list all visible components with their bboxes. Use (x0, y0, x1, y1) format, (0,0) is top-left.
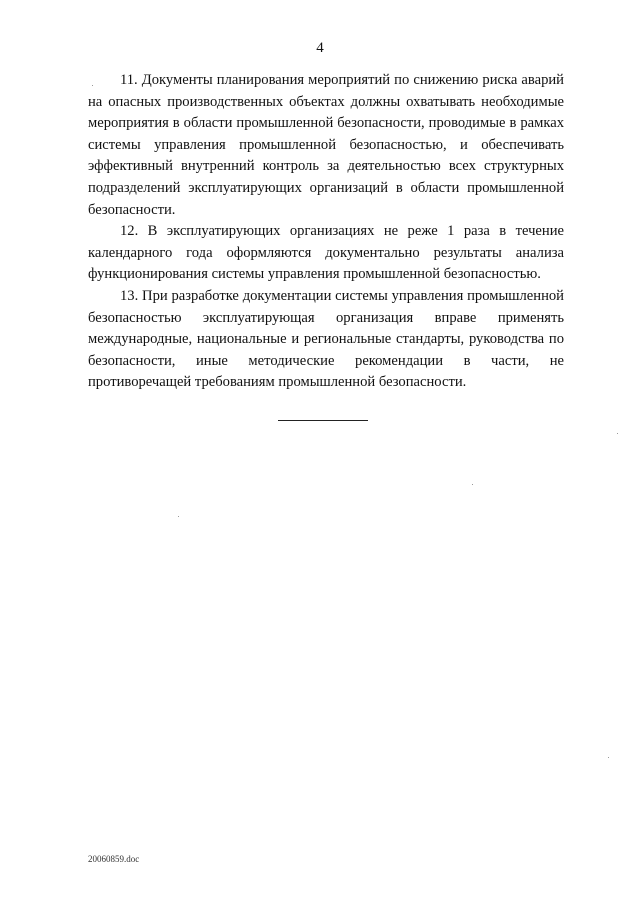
scan-speck (472, 484, 473, 485)
paragraph-11: 11. Документы планирования мероприятий по снижению риска аварий на опасных производственных объектах должны охватывать необходимые мероприятия в области промышленной безопасности, проводимые в рамках системы управления промышленной безопасностью, и обеспечивать эффективный внутренний контроль за деятельностью всех структурных подразделений эксплуатирующих организаций в области промышленной безопасности. (88, 72, 564, 218)
paragraph-13: 13. При разработке документации системы управления промышленной безопасностью эксплуатирующая организация вправе применять международные, национальные и региональные стандарты, руководства по безопасности, иные методические рекомендации в части, не противоречащей требованиям промышленной безопасности. (88, 287, 564, 391)
body-text (88, 70, 564, 394)
scan-speck (92, 85, 93, 86)
scan-speck (178, 516, 179, 517)
scan-speck (617, 433, 618, 434)
page-number: 4 (316, 40, 324, 56)
document-code: 20060859.doc (88, 854, 140, 864)
end-divider (278, 420, 368, 421)
scan-speck (608, 757, 609, 758)
paragraph-12: 12. В эксплуатирующих организациях не реже 1 раза в течение календарного года оформляются документально результаты анализа функционирования системы управления промышленной безопасностью. (88, 223, 564, 283)
